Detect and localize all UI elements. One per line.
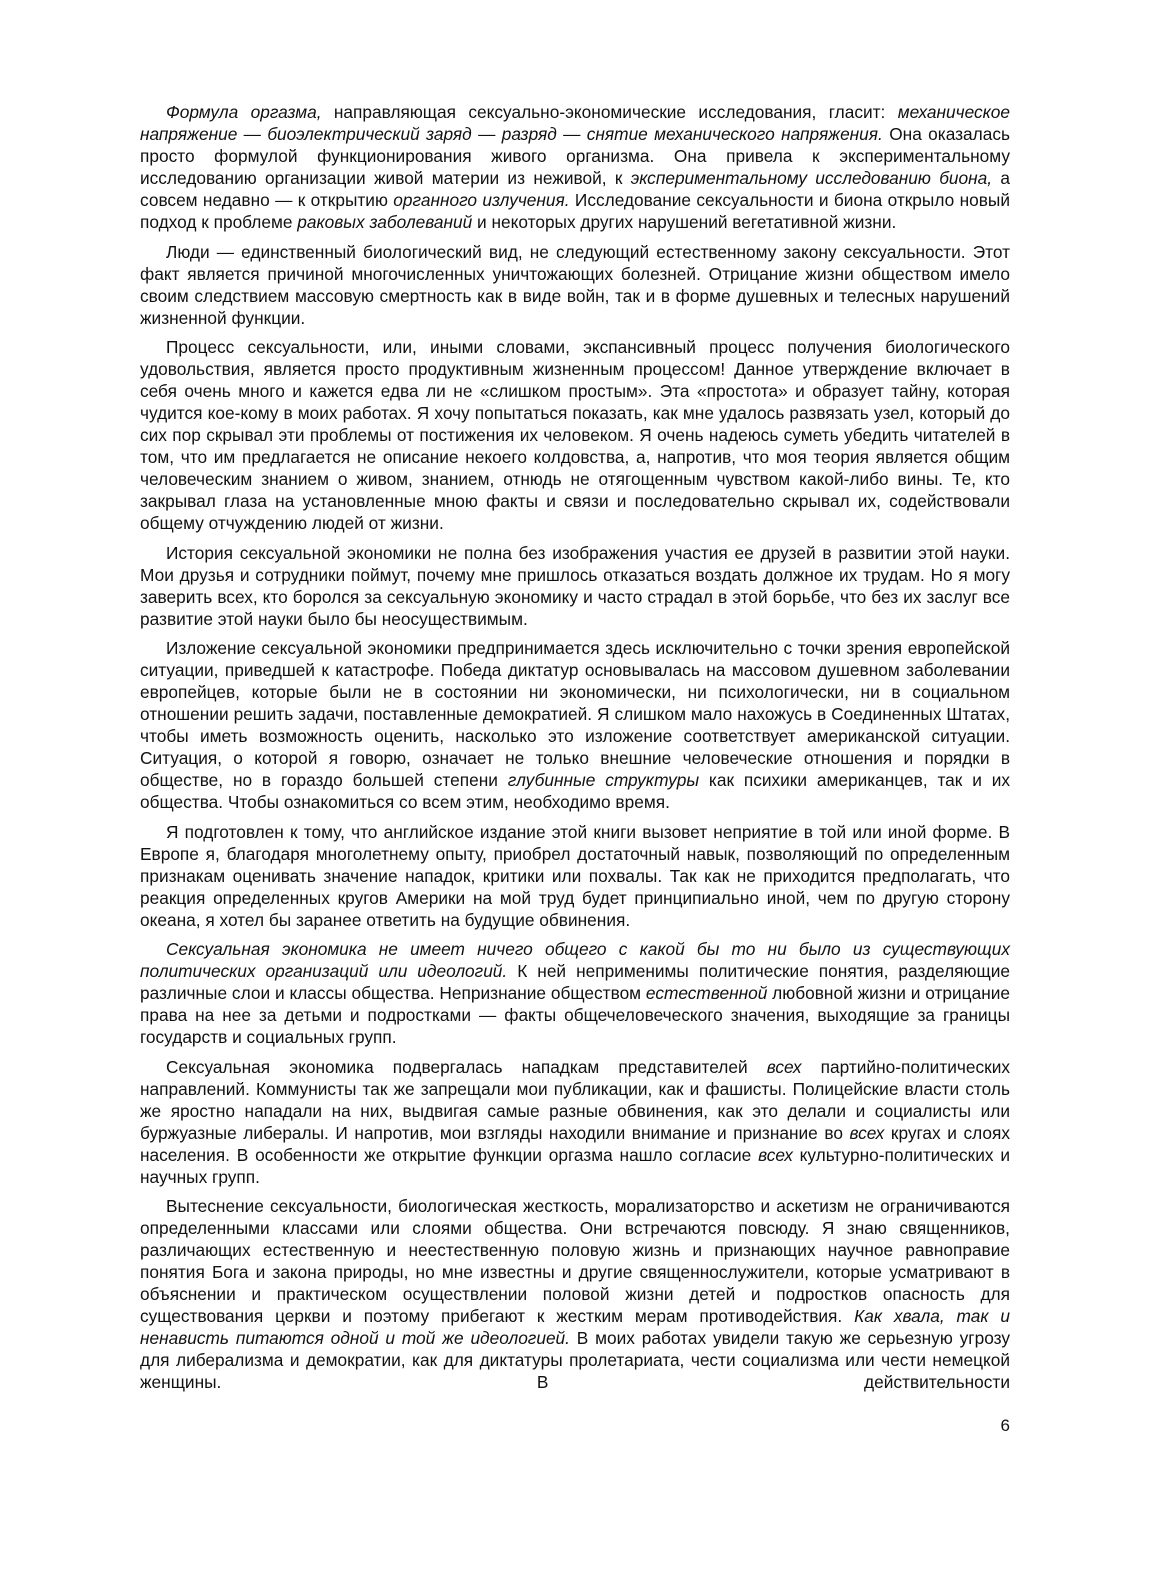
paragraph-6 [140, 821, 1010, 931]
paragraph-9 [140, 1195, 1010, 1393]
text-run-italic: всех [849, 1122, 885, 1143]
text-run: как психики американцев, так и их общества. Чтобы ознакомиться со всем этим, необходимо время. [140, 770, 1010, 812]
paragraph-2 [140, 241, 1010, 329]
paragraph-1 [140, 101, 1010, 233]
text-run: партийно-политических направлений. Коммунисты так же запрещали мои публикации, как и фашисты. Полицейские власти столь же яростно нападали на них, выдвигая самые разные обвинения, как это делали и социалисты или буржуазные либералы. И напротив, мои взгляды находили внимание и признание во [140, 1056, 1010, 1143]
text-run-italic: глубинные структуры [507, 770, 700, 790]
text-run-italic: механическое напряжение — биоэлектрический заряд — разряд — снятие механического напряжения. [140, 102, 1011, 144]
document-page [140, 101, 1010, 1401]
text-run: Я подготовлен к тому, что английское издание этой книги вызовет неприятие в той или иной форме. В Европе я, благодаря многолетнему опыту, приобрел достаточный навык, позволяющий по определенным признакам оценивать значение нападок, критики или похвалы. Так как не приходится предполагать, что реакция определенных кругов Америки на мой труд будет принципиально иной, чем по другую сторону океана, я хотел бы заранее ответить на будущие обвинения. [140, 821, 1010, 930]
text-run: направляющая сексуально-экономические исследования, гласит: [321, 102, 898, 122]
text-run: и некоторых других нарушений вегетативной жизни. [472, 212, 897, 232]
paragraph-7 [140, 938, 1010, 1048]
text-run-italic: Как хвала, так и ненависть питаются одной и той же идеологией. [140, 1306, 1010, 1348]
text-run: любовной жизни и отрицание права на нее за детьми и подростками — факты общечеловеческого значения, выходящие за границы государств и социальных групп. [140, 983, 1010, 1047]
text-run: Изложение сексуальной экономики предпринимается здесь исключительно с точки зрения европейской ситуации, приведшей к катастрофе. Победа диктатур основывалась на массовом душевном заболевании европейцев, которые были не в состоянии ни экономически, ни психологически, ни в социальном отношении решить задачи, поставленные демократией. Я слишком мало нахожусь в Соединенных Штатах, чтобы иметь возможность оценить, насколько это изложение соответствует американской ситуации. Ситуация, о которой я говорю, означает не только внешние человеческие отношения и порядки в обществе, но в гораздо большей степени [140, 638, 1010, 790]
text-run: Вытеснение сексуальности, биологическая жесткость, морализаторство и аскетизм не ограничиваются определенными классами или слоями общества. Они встречаются повсюду. Я знаю священников, различающих естественную и неестественную половую жизнь и признающих научное равноправие понятия Бога и закона природы, но мне известны и другие священнослужители, которые усматривают в объяснении и практическом осуществлении половой жизни детей и подростков опасность для существования церкви и поэтому прибегают к жестким мерам противодействия. [140, 1196, 1010, 1326]
text-run: Исследование сексуальности и биона открыло новый подход к проблеме [140, 190, 1010, 232]
text-run-italic: экспериментальному исследованию биона, [630, 168, 993, 188]
text-run-italic: Сексуальная экономика не имеет ничего общего с какой бы то ни было из существующих политических организаций или идеологий. [140, 939, 1010, 981]
text-run: В моих работах увидели такую же серьезную угрозу для либерализма и демократии, как для диктатуры пролетариата, чести социализма или чести немецкой женщины. В действительности [140, 1328, 1010, 1392]
text-run-italic: всех [766, 1056, 802, 1077]
paragraph-5 [140, 637, 1010, 813]
text-run-italic: органного излучения. [393, 190, 570, 210]
text-run-italic: всех [758, 1144, 793, 1165]
text-run: культурно-политических и научных групп. [140, 1144, 1010, 1187]
text-run: К ней неприменимы политические понятия, разделяющие различные слои и классы общества. Непризнание обществом [140, 961, 1010, 1003]
text-run-italic: естественной [645, 983, 768, 1003]
text-run: История сексуальной экономики не полна без изображения участия ее друзей в развитии этой науки. Мои друзья и сотрудники поймут, почему мне пришлось отказаться воздать должное их трудам. Но я могу заверить всех, кто боролся за сексуальную экономику и часто страдал в этой борьбе, что без их заслуг все развитие этой науки было бы неосуществимым. [140, 542, 1010, 629]
text-run: Люди — единственный биологический вид, не следующий естественному закону сексуальности. Этот факт является причиной многочисленных уничтожающих болезней. Отрицание жизни обществом имело своим следствием массовую смертность как в виде войн, так и в форме душевных и телесных нарушений жизненной функции. [140, 241, 1010, 328]
text-run: Сексуальная экономика подвергалась нападкам представителей [166, 1056, 767, 1077]
text-run-italic: Формула оргазма, [166, 102, 322, 122]
paragraph-4 [140, 542, 1010, 630]
text-run: Процесс сексуальности, или, иными словами, экспансивный процесс получения биологического удовольствия, является просто продуктивным жизненным процессом! Данное утверждение включает в себя очень много и кажется едва ли не «слишком простым». Эта «простота» и образует тайну, которая чудится кое-кому в моих работах. Я хочу попытаться показать, как мне удалось развязать узел, который до сих пор скрывал эти проблемы от постижения их человеком. Я очень надеюсь суметь убедить читателей в том, что им предлагается не описание некоего колдовства, а, напротив, что моя теория является общим человеческим знанием о живом, знанием, отнюдь не отягощенным чувством какой-либо вины. Те, кто закрывал глаза на установленные мною факты и связи и последовательно скрывал их, содействовали общему отчуждению людей от жизни. [140, 337, 1010, 533]
text-run: а совсем недавно — к открытию [140, 168, 1010, 210]
paragraph-8 [140, 1056, 1010, 1188]
text-run: Она оказалась просто формулой функционирования живого организма. Она привела к экспериментальному исследованию организации живой материи из неживой, к [140, 124, 1011, 188]
text-run: кругах и слоях населения. В особенности же открытие функции оргазма нашло согласие [140, 1122, 1010, 1165]
paragraph-3 [140, 336, 1010, 534]
page-number: 6 [1000, 1416, 1010, 1435]
text-run-italic: раковых заболеваний [297, 212, 473, 232]
